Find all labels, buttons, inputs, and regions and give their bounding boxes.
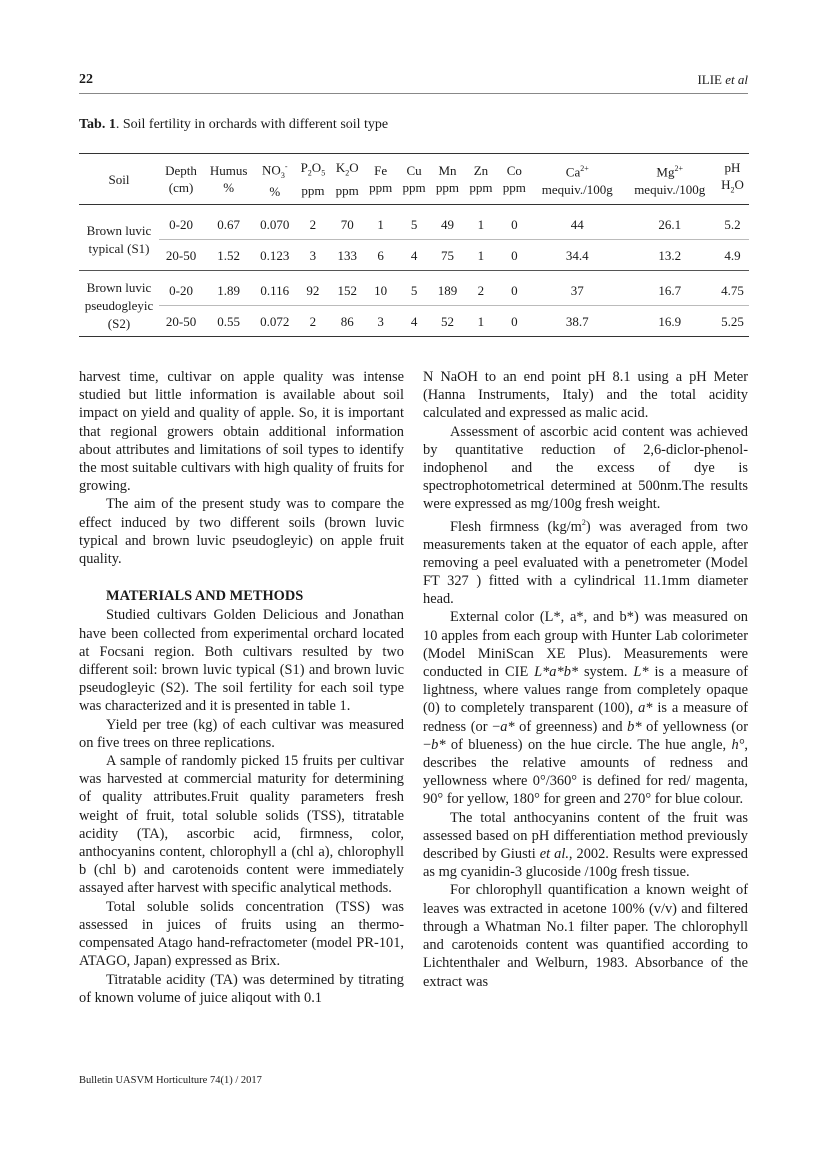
table-cell: 189: [437, 282, 458, 298]
paragraph: Yield per tree (kg) of each cultivar was measured on five trees on three replications.: [79, 716, 404, 751]
table-cell: 1.89: [217, 282, 241, 298]
col-header-k2o: $K_2O$ ppm: [335, 160, 359, 198]
paragraph: Studied cultivars Golden Delicious and Jonathan have been collected from experimental orchard located at Focsani region. Both cultivars resulted by two different soil: brown luvic typical (S1) and brown luvic pseudogleyic (S2). The soil fertility for each soil type was characterized and it is presented in table 1.: [79, 607, 404, 715]
running-head: [697, 72, 748, 88]
paragraph: N NaOH to an end point pH 8.1 using a pH Meter (Hanna Instruments, Italy) and the total acidity calculated and expressed as malic acid.: [423, 369, 748, 422]
table-caption-text: . Soil fertility in orchards with different soil type: [115, 117, 389, 132]
table-cell: 1.52: [203, 240, 254, 271]
table-cell: 92: [306, 282, 320, 298]
table-cell: 49: [440, 216, 454, 232]
table-cell: 1: [464, 240, 497, 271]
table-cell: 0.67: [217, 216, 241, 232]
table-cell: 20-50: [159, 240, 203, 271]
table-cell: 4.75: [721, 282, 744, 298]
col-header-ph: pH $H_2O$: [721, 160, 744, 195]
table-row: [79, 240, 749, 271]
page-footer: Bulletin UASVM Horticulture 74(1) / 2017: [79, 1075, 262, 1086]
table-cell: 4: [397, 306, 430, 337]
col-header-fe: Fe ppm: [369, 163, 393, 195]
running-head-author: ILIE: [697, 72, 722, 87]
page-number: 22: [79, 72, 93, 87]
col-header-depth: Depth (cm): [165, 163, 197, 195]
table-row: [79, 306, 749, 337]
table-cell: 44: [570, 216, 584, 232]
table-cell: 5.25: [716, 306, 749, 337]
paragraph: For chlorophyll quantification a known weight of leaves was extracted in acetone 100% (v/v) and filtered through a Whatman No.1 filter paper. The chlorophyll and carotenoids content was quantified according to Lichtenthaler and Welburn, 1983. Absorbance of the extract was: [423, 882, 748, 990]
table-cell: 0: [498, 240, 531, 271]
table-cell: 0: [498, 306, 531, 337]
table-cell: 152: [337, 282, 357, 298]
table-cell: 34.4: [531, 240, 623, 271]
paragraph: The total anthocyanins content of the fruit was assessed based on pH differentiation method previously described by Giusti et al., 2002. Results were expressed as mg cyanidin-3 glucoside /100g fresh tissue.: [423, 809, 748, 881]
table-cell: 10: [374, 282, 388, 298]
table-cell: 0-20: [169, 216, 193, 232]
table-cell: 1: [477, 216, 485, 232]
paragraph: Titratable acidity (TA) was determined by titrating of known volume of juice aliqout with 0.1: [79, 971, 404, 1006]
table-cell: 75: [431, 240, 464, 271]
paragraph: Flesh firmness $(kg/m^2)$ was averaged from two measurements taken at the equator of each apple, after removing a peel evaluated with a penetrometer (Model FT 327 ) fitted with a cylindrical 11.1mm diameter head.: [423, 517, 748, 608]
table-cell: 1: [464, 306, 497, 337]
col-header-mn: Mn ppm: [435, 163, 460, 195]
header-rule: [79, 93, 748, 94]
paragraph: A sample of randomly picked 15 fruits per cultivar was harvested at commercial maturity for determining of quality attributes.Fruit quality parameters fresh weight of fruit, total soluble solids (TSS), titratable acidity (TA), ascorbic acid, firmness, color, anthocyanins content, chlorophyll a (chl a), chlorophyll b (chl b) and carotenoids content were immediately assayed after harvest with specific analytical methods.: [79, 753, 404, 897]
running-head-etal: et al: [722, 72, 748, 87]
col-header-humus: Humus %: [209, 163, 248, 195]
table-cell: 0.55: [203, 306, 254, 337]
col-header-cu: Cu ppm: [402, 163, 426, 195]
soil-name-s1: Brown luvic typical (S1): [86, 222, 152, 256]
table-cell: 2: [309, 216, 317, 232]
table-cell: 0.116: [260, 282, 290, 298]
table-cell: 38.7: [531, 306, 623, 337]
table-cell: 0-20: [169, 282, 193, 298]
left-text-column: [79, 368, 404, 1007]
paragraph: Total soluble solids concentration (TSS) was assessed in juices of fruits using an thermo-compensated Atago hand-refractometer (model PR-101, ATAGO, Japan) expressed as Brix.: [79, 898, 404, 970]
table-cell: 86: [331, 306, 364, 337]
table-cell: 5: [410, 216, 418, 232]
col-header-no3: $NO_3^-$ %: [262, 161, 288, 200]
table-cell: 37: [570, 282, 584, 298]
table-cell: 6: [364, 240, 397, 271]
col-header-p2o5: $P_2O_5$ ppm: [300, 160, 326, 198]
table-cell: 13.2: [623, 240, 715, 271]
table-cell: 0: [511, 216, 518, 232]
col-header-mg: $Mg^{2+}$ mequiv./100g: [634, 164, 706, 197]
table-cell: 0.072: [254, 306, 295, 337]
table-cell: 0.070: [260, 216, 290, 232]
table-cell: 26.1: [658, 216, 682, 232]
col-header-zn: Zn ppm: [469, 163, 493, 195]
table-caption: [79, 117, 388, 133]
table-cell: 4.9: [716, 240, 749, 271]
table-cell: 20-50: [159, 306, 203, 337]
paragraph: Assessment of ascorbic acid content was achieved by quantitative reduction of 2,6-diclor-phenol-indophenol and the excess of dye is spectrophotometrical determined at 500nm.The results were expressed as mg/100g fresh weight.: [423, 423, 748, 513]
table-cell: 70: [340, 216, 354, 232]
table-cell: 16.9: [623, 306, 715, 337]
paragraph: The aim of the present study was to compare the effect induced by two different soils (brown luvic typical and brown luvic pseudogleyic) on apple fruit quality.: [79, 496, 404, 568]
table-caption-label: Tab. 1: [79, 117, 116, 132]
paragraph: External color (L*, a*, and b*) was measured on 10 apples from each group with Hunter Lab colorimeter (Model MiniScan XE Plus). Measurements were conducted in CIE L*a*b* system. L* is a measure of lightness, where values range from completely opaque (0) to completely transparent (100), a* is a measure of redness (or −a* of greenness) and b* of yellowness (or −b* of blueness) on the hue circle. The hue angle, h°, describes the relative amounts of redness and yellowness where 0°/360° is defined for red/ magenta, 90° for yellow, 180° for green and 270° for blue colour.: [423, 609, 748, 808]
table-cell: 5: [410, 282, 418, 298]
table-row: [79, 205, 749, 240]
table-cell: 2: [477, 282, 485, 298]
table-header-row: [79, 154, 749, 205]
table-cell: 0.123: [254, 240, 295, 271]
paragraph: harvest time, cultivar on apple quality was intense studied but little information is available about soil impact on yield and quality of apple. So, it is important that regional growers obtain additional information about attributes and limitations of soil types to identify the most suitable cultivars with high quality of fruits for growing.: [79, 369, 404, 495]
col-header-ca: $Ca^{2+}$ mequiv./100g: [541, 164, 613, 197]
section-heading: MATERIALS AND METHODS: [106, 588, 304, 605]
table-cell: 4: [397, 240, 430, 271]
table-cell: 3: [364, 306, 397, 337]
table-cell: 16.7: [658, 282, 682, 298]
table-cell: 52: [431, 306, 464, 337]
table-cell: 1: [377, 216, 384, 232]
soil-fertility-table: [79, 153, 749, 337]
col-header-co: Co ppm: [502, 163, 526, 195]
right-text-column: [423, 368, 748, 991]
soil-name-s2: Brown luvic pseudogleyic (S2): [84, 279, 154, 331]
table-cell: 0: [511, 282, 518, 298]
table-cell: 133: [331, 240, 364, 271]
table-cell: 5.2: [724, 216, 741, 232]
table-cell: 2: [295, 306, 330, 337]
table-cell: 3: [295, 240, 330, 271]
table-row: [79, 271, 749, 306]
col-header-soil: Soil: [108, 171, 130, 187]
